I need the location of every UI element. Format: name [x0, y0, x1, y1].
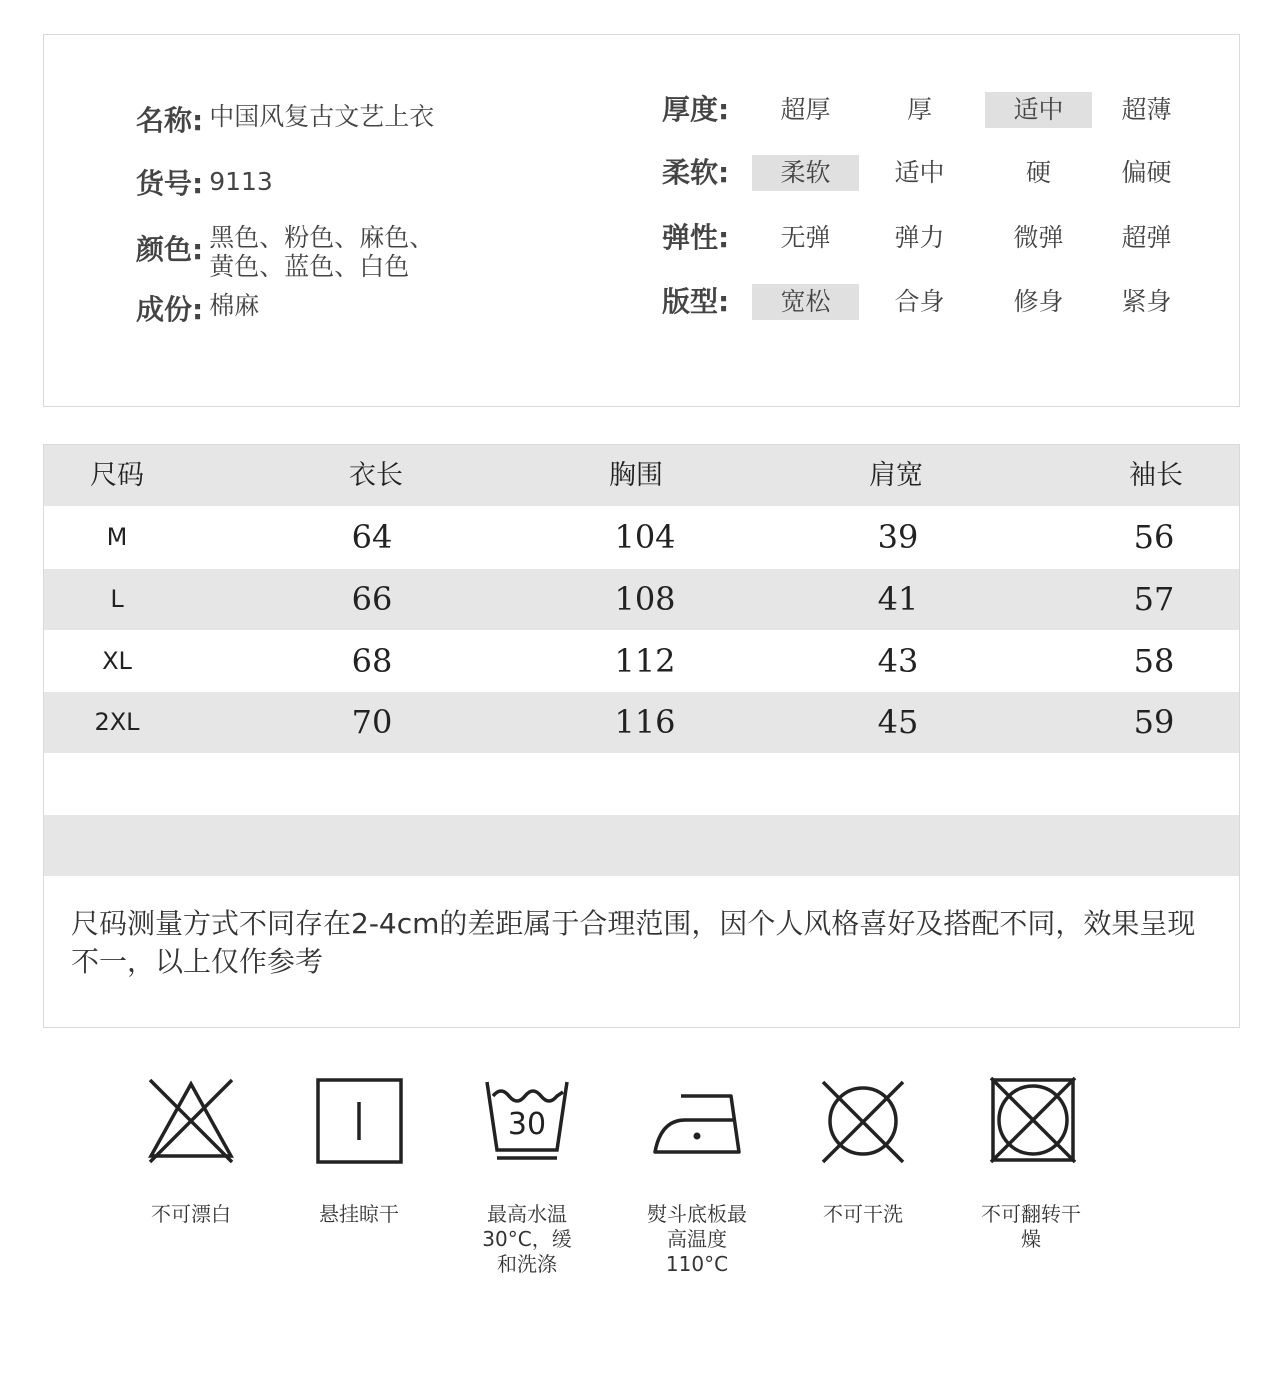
cell-length: 66 [351, 580, 393, 618]
attr-fit [662, 283, 1222, 321]
care-item [961, 1070, 1101, 1252]
care-label: 最高水温30°C，缓和洗涤 [482, 1202, 572, 1276]
color-line-1: 黑色、粉色、麻色、 [209, 223, 435, 252]
cell-size: 2XL [94, 708, 140, 736]
attr-option: 硬 [1025, 158, 1051, 187]
attr-label: 厚度: [662, 93, 730, 126]
attr-option: 修身 [1013, 287, 1064, 316]
attr-label: 柔软: [662, 156, 730, 189]
care-instructions [0, 1070, 1280, 1300]
attr-option-selected: 宽松 [752, 284, 859, 320]
material-label: 成份: [136, 293, 204, 326]
attr-thickness [662, 91, 1222, 129]
cell-size: M [106, 523, 128, 551]
table-row [44, 569, 1239, 630]
care-item [289, 1070, 429, 1227]
care-label: 不可漂白 [151, 1202, 231, 1226]
header-size: 尺码 [90, 460, 144, 491]
care-label: 不可干洗 [823, 1202, 903, 1226]
size-header-row [44, 445, 1239, 506]
cell-size: XL [102, 647, 132, 675]
sku-value: 9113 [209, 167, 273, 196]
cell-length: 64 [351, 518, 393, 556]
name-label: 名称: [136, 104, 204, 137]
cell-chest: 116 [614, 703, 676, 741]
material-value: 棉麻 [209, 291, 260, 320]
no-bleach-icon [143, 1070, 239, 1166]
care-item [793, 1070, 933, 1227]
table-row [44, 631, 1239, 692]
attr-option: 弹力 [894, 223, 945, 252]
attr-option: 厚 [906, 95, 932, 124]
cell-sleeve: 57 [1133, 580, 1175, 618]
attr-option: 超厚 [780, 95, 831, 124]
size-chart [43, 444, 1240, 1028]
attr-option: 超弹 [1121, 223, 1172, 252]
empty-row [44, 815, 1239, 876]
care-item [121, 1070, 261, 1227]
material-row [136, 288, 259, 328]
cell-length: 68 [351, 642, 393, 680]
cell-shoulder: 45 [877, 703, 919, 741]
care-item [457, 1070, 597, 1277]
header-chest: 胸围 [609, 460, 663, 491]
line-dry-icon [311, 1070, 407, 1166]
attr-label: 弹性: [662, 221, 730, 254]
care-label: 悬挂晾干 [319, 1202, 399, 1226]
no-dry-clean-icon [815, 1070, 911, 1166]
product-info-panel [43, 34, 1240, 407]
header-sleeve: 袖长 [1129, 460, 1183, 491]
no-tumble-dry-icon [983, 1070, 1079, 1166]
attr-option-selected: 适中 [985, 92, 1092, 128]
empty-row [44, 753, 1239, 814]
color-line-2: 黄色、蓝色、白色 [209, 252, 410, 281]
cell-sleeve: 59 [1133, 703, 1175, 741]
color-value [209, 223, 434, 281]
attr-option-selected: 柔软 [752, 155, 859, 191]
care-label: 熨斗底板最高温度110°C [647, 1202, 747, 1276]
table-row [44, 692, 1239, 753]
attr-option: 合身 [894, 287, 945, 316]
care-label: 不可翻转干燥 [981, 1202, 1081, 1251]
iron-low-icon [649, 1070, 745, 1166]
cell-sleeve: 56 [1133, 518, 1175, 556]
cell-shoulder: 41 [877, 580, 919, 618]
cell-chest: 108 [614, 580, 676, 618]
wash-30-icon [479, 1070, 575, 1166]
cell-length: 70 [351, 703, 393, 741]
cell-size: L [110, 585, 124, 613]
attr-option: 无弹 [780, 223, 831, 252]
attr-softness [662, 154, 1222, 192]
name-value: 中国风复古文艺上衣 [209, 102, 435, 131]
cell-shoulder: 43 [877, 642, 919, 680]
header-shoulder: 肩宽 [869, 460, 923, 491]
attr-option: 适中 [894, 158, 945, 187]
cell-shoulder: 39 [877, 518, 919, 556]
care-item [627, 1070, 767, 1277]
attr-option: 偏硬 [1121, 158, 1172, 187]
wash-temp-number: 30 [507, 1107, 547, 1142]
attr-label: 版型: [662, 285, 730, 318]
sku-row [136, 162, 273, 202]
sku-label: 货号: [136, 167, 204, 200]
cell-sleeve: 58 [1133, 642, 1175, 680]
color-label: 颜色: [136, 233, 204, 266]
attr-option: 超薄 [1121, 95, 1172, 124]
attr-elasticity [662, 219, 1222, 257]
header-length: 衣长 [349, 460, 403, 491]
cell-chest: 104 [614, 518, 676, 556]
color-row [136, 223, 434, 281]
size-note: 尺码测量方式不同存在2-4cm的差距属于合理范围，因个人风格喜好及搭配不同，效果呈现不一，以上仅作参考 [71, 907, 1196, 978]
table-row [44, 507, 1239, 568]
cell-chest: 112 [614, 642, 676, 680]
attr-option: 紧身 [1121, 287, 1172, 316]
attr-option: 微弹 [1013, 223, 1064, 252]
name-row [136, 99, 434, 139]
